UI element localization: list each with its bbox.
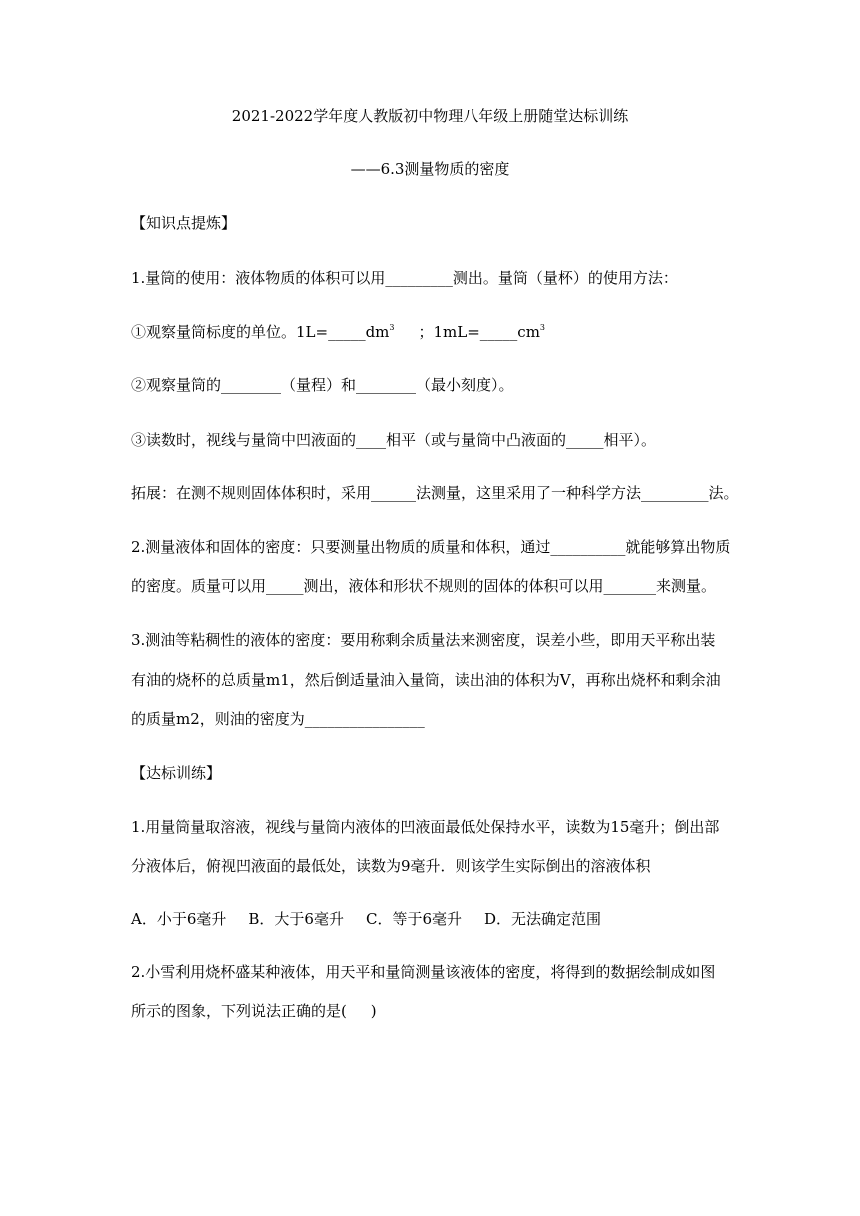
question-2-line1: 2.小雪利用烧杯盛某种液体，用天平和量筒测量该液体的密度，将得到的数据绘制成如图 (131, 963, 716, 981)
question-1-line2: 分液体后，俯视凹液面的最低处，读数为9毫升．则该学生实际倒出的溶液体积 (131, 857, 651, 875)
option-a: A．小于6毫升 (131, 910, 227, 928)
knowledge-item-1a (131, 322, 545, 342)
knowledge-item-1: 1.量筒的使用：液体物质的体积可以用_________测出。量筒（量杯）的使用方法： (131, 269, 678, 287)
knowledge-item-1c: ③读数时，视线与量筒中凹液面的____相平（或与量筒中凸液面的_____相平）。 (131, 431, 657, 449)
knowledge-item-3-line1: 3.测油等粘稠性的液体的密度：要用称剩余质量法来测密度，误差小些，即用天平称出装 (131, 631, 716, 649)
question-1-options (131, 909, 601, 929)
unit-liter-text: ①观察量筒标度的单位。1L=_____dm (131, 323, 390, 341)
knowledge-item-1b: ②观察量筒的________（量程）和________（最小刻度）。 (131, 376, 514, 394)
exponent-2: 3 (539, 323, 546, 332)
knowledge-item-2-line1: 2.测量液体和固体的密度：只要测量出物质的质量和体积，通过__________就能够算出物质 (131, 538, 731, 556)
exponent-1: 3 (389, 323, 395, 332)
option-c: C．等于6毫升 (365, 910, 462, 928)
unit-ml-text: ；1mL=_____cm (418, 323, 540, 341)
question-2-line2: 所示的图象，下列说法正确的是( ) (131, 1002, 377, 1020)
section-heading-knowledge: 【知识点提炼】 (131, 214, 237, 232)
option-d: D．无法确定范围 (484, 910, 602, 928)
question-1-line1: 1.用量筒量取溶液，视线与量筒内液体的凹液面最低处保持水平，读数为15毫升；倒出部 (131, 818, 720, 836)
page-title: 2021-2022学年度人教版初中物理八年级上册随堂达标训练 (231, 107, 629, 125)
page-subtitle: ——6.3测量物质的密度 (350, 160, 510, 178)
section-heading-training: 【达标训练】 (131, 764, 222, 782)
knowledge-extension: 拓展：在测不规则固体体积时，采用______法测量，这里采用了一种科学方法_________法。 (131, 484, 739, 502)
knowledge-item-2-line2: 的密度。质量可以用_____测出，液体和形状不规则的固体的体积可以用_______来测量。 (131, 577, 717, 595)
knowledge-item-3-line3: 的质量m2，则油的密度为________________ (131, 710, 425, 728)
knowledge-item-3-line2: 有油的烧杯的总质量m1，然后倒适量油入量筒，读出油的体积为V，再称出烧杯和剩余油 (131, 671, 721, 689)
option-b: B．大于6毫升 (248, 910, 344, 928)
